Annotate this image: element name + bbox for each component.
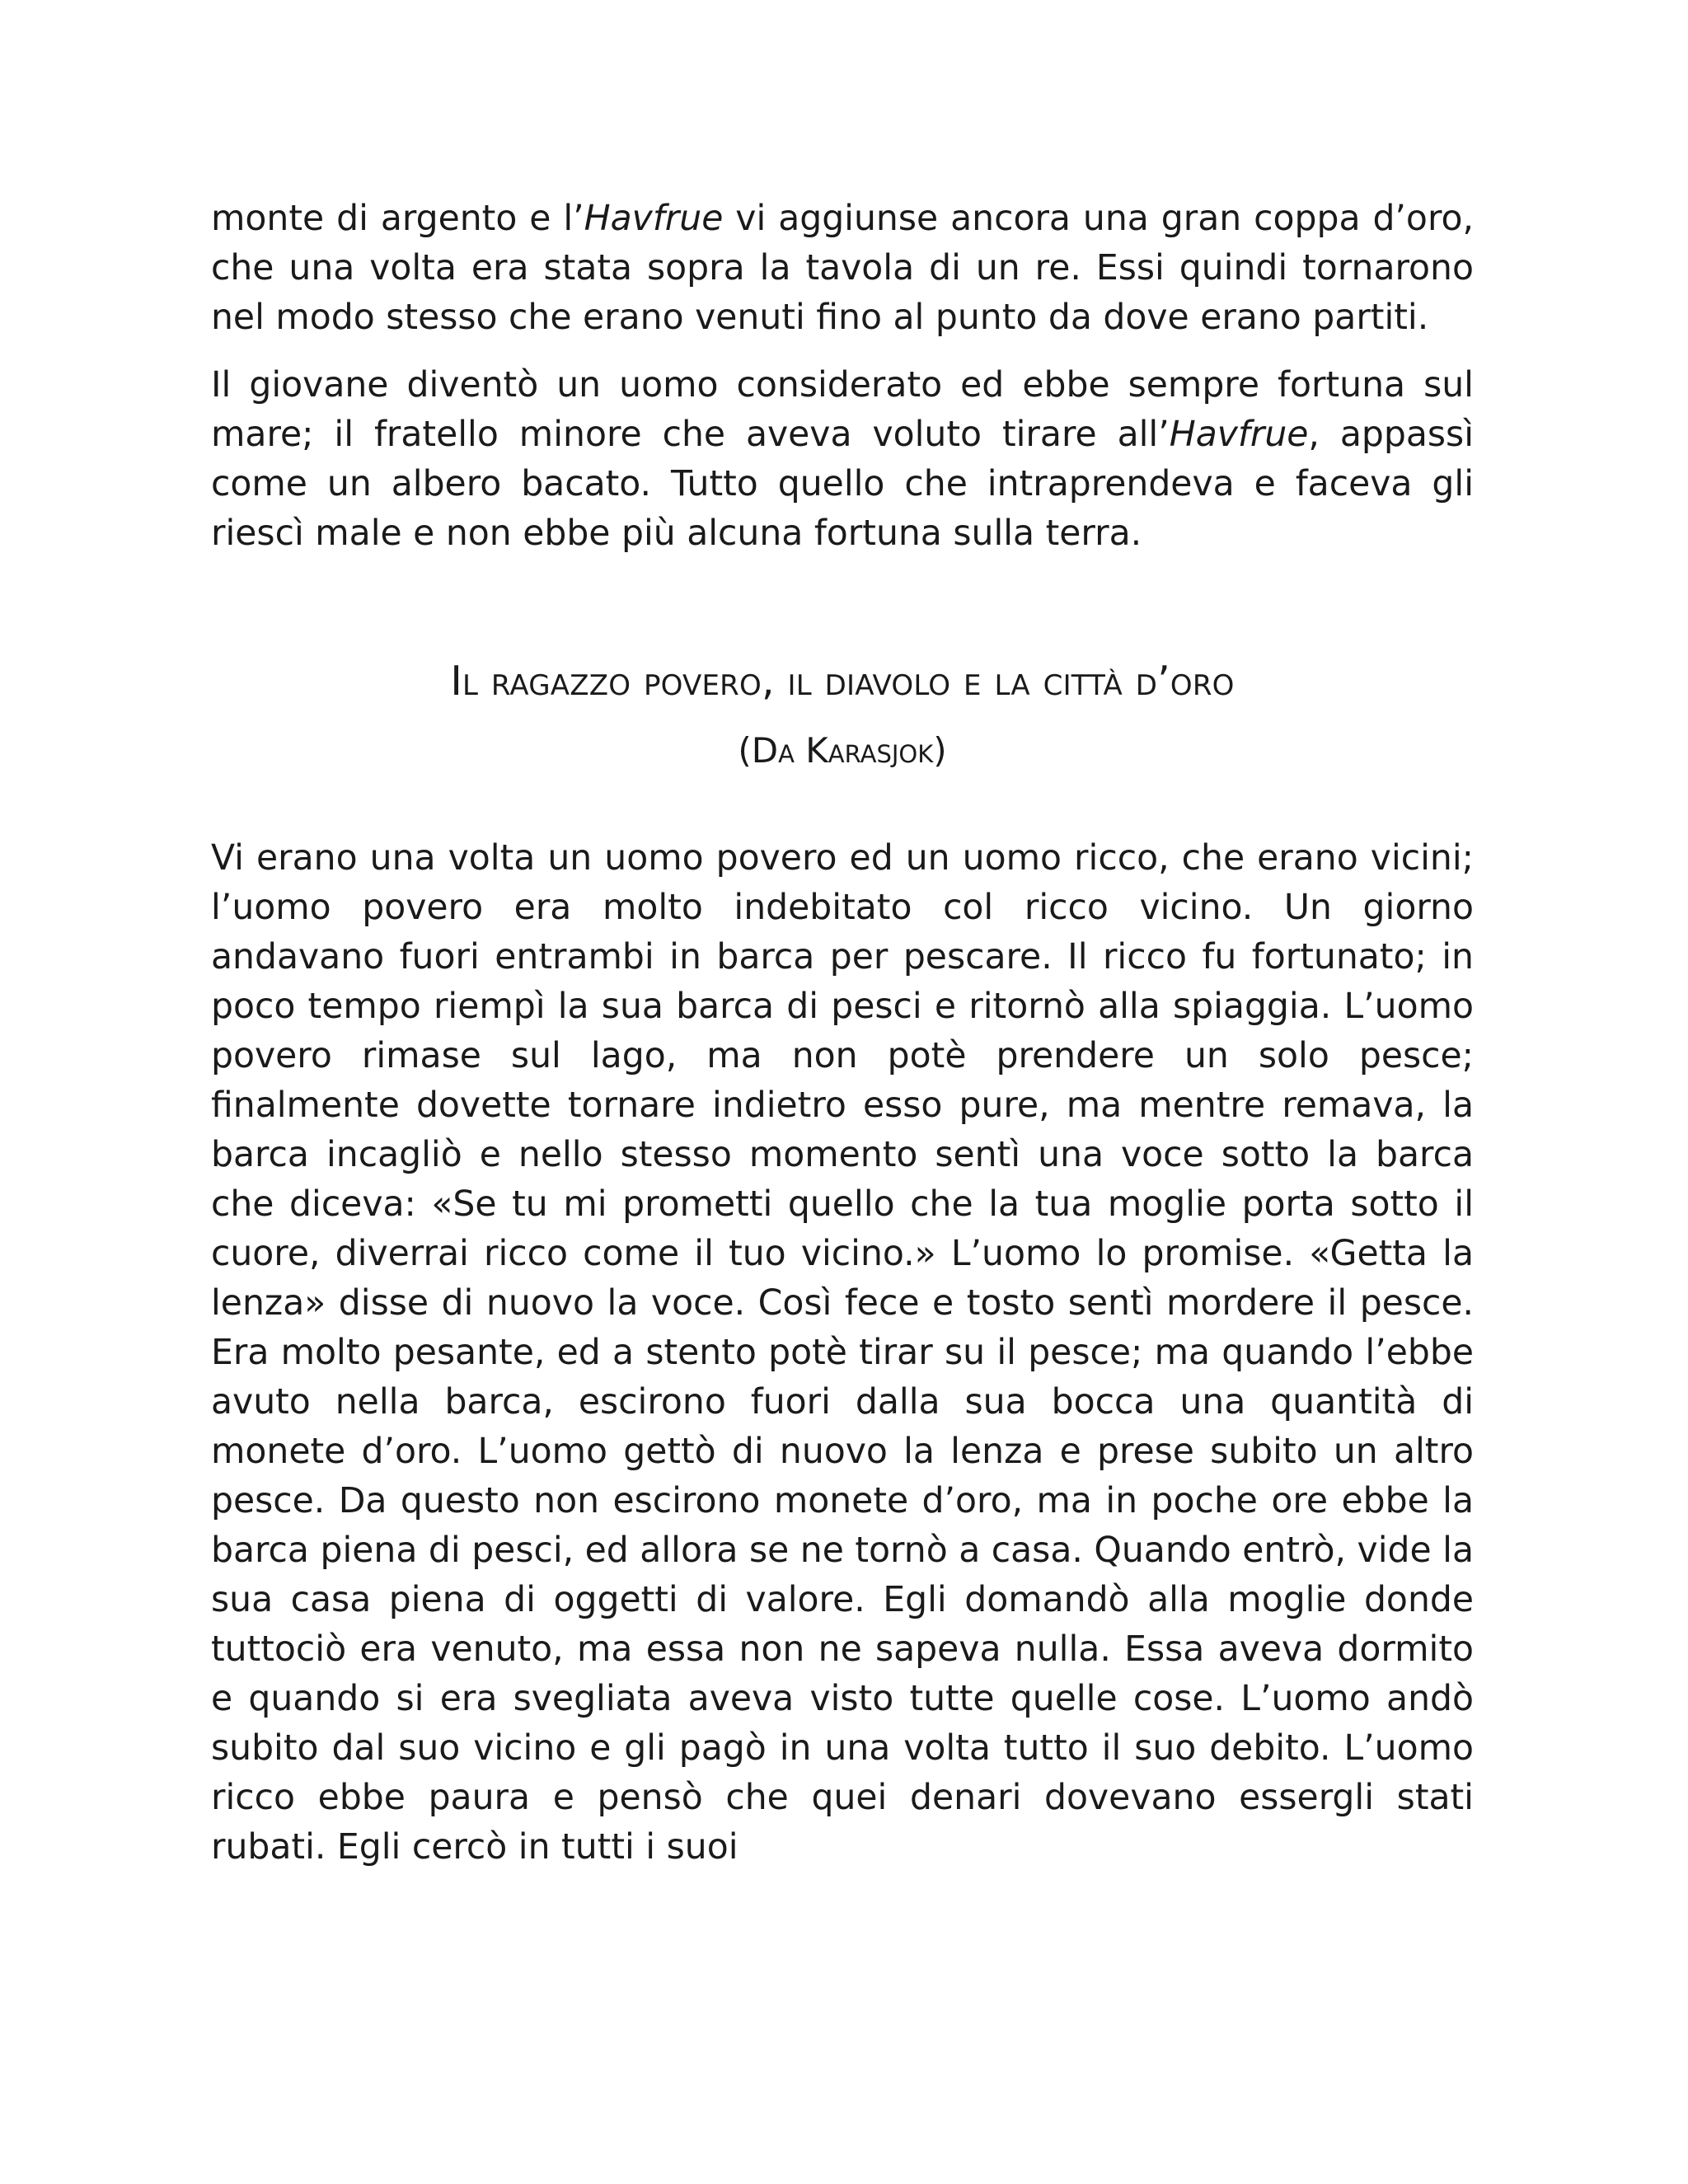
paragraph-2-part-1: Il giovane diventò un uomo considerato ed ebbe sempre fortuna sul mare; il fratello minore che aveva voluto tirare all’ <box>211 365 1474 455</box>
paragraph-1 <box>211 194 1474 343</box>
story-paragraph: Vi erano una volta un uomo povero ed un uomo ricco, che erano vicini; l’uomo povero era molto indebitato col ricco vicino. Un giorno andavano fuori entrambi in barca per pescare. Il ricco fu fortunato; in poco tempo riempì la sua barca di pesci e ritornò alla spiaggia. L’uomo povero rimase sul lago, ma non potè prendere un solo pesce; finalmente dovette tornare indietro esso pure, ma mentre remava, la barca incagliò e nello stesso momento sentì una voce sotto la barca che diceva: «Se tu mi prometti quello che la tua moglie porta sotto il cuore, diverrai ricco come il tuo vicino.» L’uomo lo promise. «Getta la lenza» disse di nuovo la voce. Così fece e tosto sentì mordere il pesce. Era molto pesante, ed a stento potè tirar su il pesce; ma quando l’ebbe avuto nella barca, escirono fuori dalla sua bocca una quantità di monete d’oro. L’uomo gettò di nuovo la lenza e prese subito un altro pesce. Da questo non escirono monete d’oro, ma in poche ore ebbe la barca piena di pesci, ed allora se ne tornò a casa. Quando entrò, vide la sua casa piena di oggetti di valore. Egli domandò alla moglie donde tuttociò era venuto, ma essa non ne sapeva nulla. Essa aveva dormito e quando si era svegliata aveva visto tutte quelle cose. L’uomo andò subito dal suo vicino e gli pagò in una volta tutto il suo debito. L’uomo ricco ebbe paura e pensò che quei denari dovevano essergli stati rubati. Egli cercò in tutti i suoi <box>211 838 1474 1868</box>
paragraph-1-italic-havfrue: Havfrue <box>584 199 724 239</box>
paragraph-2-part-3: , appassì come un albero bacato. Tutto quello che intraprendeva e faceva gli riescì male e non ebbe più alcuna fortuna sulla terra. <box>211 415 1475 554</box>
paragraph-1-part-3: vi aggiunse ancora una gran coppa d’oro, che una volta era stata sopra la tavola di un re. Essi quindi tornarono nel modo stesso che erano venuti fino al punto da dove erano partiti. <box>211 199 1474 338</box>
story-title: Il ragazzo povero, il diavolo e la città d’oro <box>450 658 1235 705</box>
paragraph-2-italic-havfrue: Havfrue <box>1169 415 1309 455</box>
document-page <box>211 194 1474 1872</box>
paragraph-2 <box>211 361 1474 559</box>
story-source: (Da Karasjok) <box>738 730 947 771</box>
paragraph-1-part-1: monte di argento e l’ <box>211 199 584 239</box>
